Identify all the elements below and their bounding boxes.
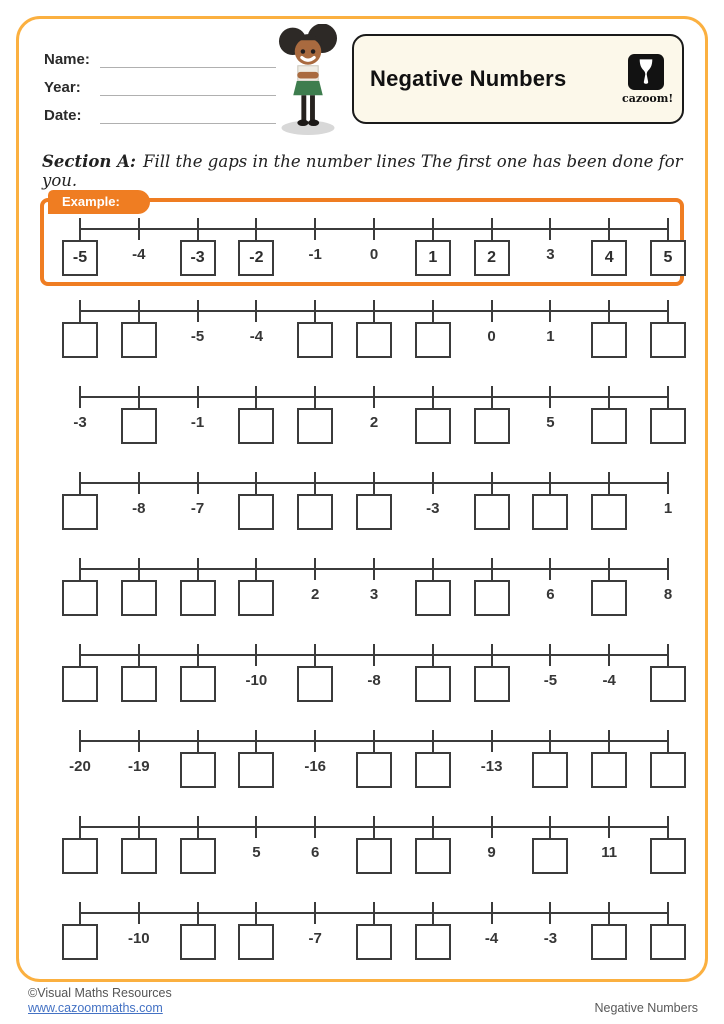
answer-box[interactable] bbox=[62, 322, 98, 358]
answer-box[interactable] bbox=[591, 408, 627, 444]
number-line-row bbox=[48, 804, 688, 882]
tick-mark bbox=[373, 644, 375, 666]
answer-box[interactable] bbox=[591, 752, 627, 788]
cazoom-logo bbox=[622, 54, 674, 105]
tick-mark bbox=[491, 730, 493, 752]
tick-mark bbox=[373, 386, 375, 408]
answer-box[interactable] bbox=[474, 408, 510, 444]
answer-box[interactable] bbox=[121, 322, 157, 358]
number-label: 3 bbox=[369, 586, 379, 603]
answer-box[interactable] bbox=[650, 838, 686, 874]
tick-mark bbox=[667, 644, 669, 666]
answer-box[interactable] bbox=[356, 494, 392, 530]
number-label: -1 bbox=[190, 414, 205, 431]
date-input-line[interactable] bbox=[100, 105, 276, 124]
tick-mark bbox=[432, 730, 434, 752]
answer-box[interactable] bbox=[121, 838, 157, 874]
answer-box[interactable] bbox=[121, 580, 157, 616]
tick-mark bbox=[667, 472, 669, 494]
answer-box[interactable] bbox=[415, 666, 451, 702]
tick-mark bbox=[138, 386, 140, 408]
tick-mark bbox=[79, 644, 81, 666]
answer-box[interactable] bbox=[238, 580, 274, 616]
tick-mark bbox=[314, 816, 316, 838]
tick-mark bbox=[491, 816, 493, 838]
year-field bbox=[44, 68, 276, 96]
tick-mark bbox=[373, 300, 375, 322]
number-label: -5 bbox=[190, 328, 205, 345]
example-number-line bbox=[48, 206, 688, 284]
answer-box[interactable] bbox=[591, 924, 627, 960]
number-line-row bbox=[48, 632, 688, 710]
tick-mark bbox=[138, 816, 140, 838]
tick-mark bbox=[491, 218, 493, 240]
section-instruction-text: Fill the gaps in the number lines The first one has been done for you. bbox=[42, 152, 683, 190]
answer-box[interactable] bbox=[356, 752, 392, 788]
number-label: -3 bbox=[73, 414, 87, 431]
number-label: -7 bbox=[190, 500, 205, 517]
number-line-row bbox=[48, 460, 688, 538]
tick-mark bbox=[373, 218, 375, 240]
tick-mark bbox=[197, 472, 199, 494]
example-answer-box: 4 bbox=[591, 240, 627, 276]
tick-mark bbox=[667, 218, 669, 240]
answer-box[interactable] bbox=[591, 494, 627, 530]
answer-box[interactable] bbox=[415, 838, 451, 874]
number-label: 1 bbox=[546, 328, 555, 345]
number-label: 0 bbox=[369, 246, 379, 263]
tick-mark bbox=[314, 730, 316, 752]
number-label: 0 bbox=[487, 328, 496, 345]
answer-box[interactable] bbox=[415, 322, 451, 358]
tick-mark bbox=[667, 300, 669, 322]
number-label: -13 bbox=[480, 758, 503, 775]
answer-box[interactable] bbox=[532, 838, 568, 874]
answer-box[interactable] bbox=[591, 580, 627, 616]
tick-mark bbox=[432, 816, 434, 838]
number-label: 11 bbox=[601, 844, 618, 861]
section-instruction bbox=[42, 152, 692, 190]
tick-mark bbox=[608, 816, 610, 838]
answer-box[interactable] bbox=[62, 924, 98, 960]
tick-mark bbox=[138, 300, 140, 322]
tick-mark bbox=[314, 300, 316, 322]
answer-box[interactable] bbox=[62, 494, 98, 530]
number-label: -5 bbox=[543, 672, 558, 689]
tick-mark bbox=[608, 558, 610, 580]
website-link[interactable]: www.cazoommaths.com bbox=[28, 1001, 163, 1015]
answer-box[interactable] bbox=[650, 408, 686, 444]
tick-mark bbox=[608, 300, 610, 322]
number-label: -16 bbox=[304, 758, 327, 775]
tick-mark bbox=[79, 386, 81, 408]
name-input-line[interactable] bbox=[100, 49, 276, 68]
number-label: 5 bbox=[546, 414, 555, 431]
number-label: -1 bbox=[308, 246, 322, 263]
number-label: -10 bbox=[245, 672, 268, 689]
answer-box[interactable] bbox=[356, 838, 392, 874]
student-info-fields bbox=[44, 40, 276, 124]
answer-box[interactable] bbox=[180, 580, 216, 616]
tick-mark bbox=[255, 558, 257, 580]
answer-box[interactable] bbox=[238, 752, 274, 788]
footer-worksheet-name: Negative Numbers bbox=[594, 1001, 698, 1015]
number-label: -4 bbox=[602, 672, 616, 689]
name-field bbox=[44, 40, 276, 68]
tick-mark bbox=[373, 902, 375, 924]
tick-mark bbox=[491, 472, 493, 494]
answer-box[interactable] bbox=[415, 408, 451, 444]
worksheet-title-box bbox=[352, 34, 684, 124]
tick-mark bbox=[549, 300, 551, 322]
answer-box[interactable] bbox=[297, 408, 333, 444]
tick-mark bbox=[549, 558, 551, 580]
answer-box[interactable] bbox=[238, 924, 274, 960]
tick-mark bbox=[608, 902, 610, 924]
answer-box[interactable] bbox=[180, 924, 216, 960]
number-label: 6 bbox=[546, 586, 555, 603]
tick-mark bbox=[138, 472, 140, 494]
tick-mark bbox=[608, 730, 610, 752]
answer-box[interactable] bbox=[62, 666, 98, 702]
number-line-row bbox=[48, 374, 688, 452]
answer-box[interactable] bbox=[474, 580, 510, 616]
number-label: -10 bbox=[127, 930, 150, 947]
answer-box[interactable] bbox=[650, 752, 686, 788]
tick-mark bbox=[608, 644, 610, 666]
answer-box[interactable] bbox=[297, 666, 333, 702]
number-line-row bbox=[48, 288, 688, 366]
tick-mark bbox=[79, 300, 81, 322]
tick-mark bbox=[373, 730, 375, 752]
tick-mark bbox=[255, 386, 257, 408]
number-label: -20 bbox=[69, 758, 91, 775]
tick-mark bbox=[255, 816, 257, 838]
tick-mark bbox=[667, 902, 669, 924]
example-answer-box: 1 bbox=[415, 240, 451, 276]
tick-mark bbox=[373, 558, 375, 580]
tick-mark bbox=[491, 558, 493, 580]
tick-mark bbox=[491, 300, 493, 322]
tick-mark bbox=[255, 730, 257, 752]
answer-box[interactable] bbox=[650, 666, 686, 702]
tick-mark bbox=[314, 472, 316, 494]
tick-mark bbox=[138, 558, 140, 580]
number-label: -4 bbox=[484, 930, 499, 947]
answer-box[interactable] bbox=[180, 666, 216, 702]
tick-mark bbox=[79, 902, 81, 924]
tick-mark bbox=[197, 218, 199, 240]
tick-mark bbox=[314, 902, 316, 924]
number-line-row bbox=[48, 718, 688, 796]
tick-mark bbox=[138, 730, 140, 752]
tick-mark bbox=[197, 300, 199, 322]
answer-box[interactable] bbox=[297, 494, 333, 530]
tick-mark bbox=[197, 816, 199, 838]
answer-box[interactable] bbox=[650, 322, 686, 358]
tick-mark bbox=[255, 472, 257, 494]
number-label: -7 bbox=[308, 930, 322, 947]
tick-mark bbox=[79, 472, 81, 494]
tick-mark bbox=[608, 472, 610, 494]
tick-mark bbox=[255, 644, 257, 666]
number-label: 5 bbox=[252, 844, 261, 861]
tick-mark bbox=[432, 902, 434, 924]
tick-mark bbox=[549, 218, 551, 240]
tick-mark bbox=[79, 558, 81, 580]
year-input-line[interactable] bbox=[100, 77, 276, 96]
answer-box[interactable] bbox=[532, 752, 568, 788]
tick-mark bbox=[549, 472, 551, 494]
worksheet-title: Negative Numbers bbox=[370, 66, 567, 91]
example-answer-box: -5 bbox=[62, 240, 98, 276]
number-label: 6 bbox=[311, 844, 320, 861]
number-label: -19 bbox=[127, 758, 150, 775]
answer-box[interactable] bbox=[180, 838, 216, 874]
example-answer-box: 5 bbox=[650, 240, 686, 276]
number-label: 2 bbox=[369, 414, 379, 431]
tick-mark bbox=[197, 386, 199, 408]
number-label: -8 bbox=[367, 672, 381, 689]
tick-mark bbox=[667, 558, 669, 580]
answer-box[interactable] bbox=[415, 752, 451, 788]
example-answer-box: -2 bbox=[238, 240, 274, 276]
tick-mark bbox=[667, 730, 669, 752]
tick-mark bbox=[197, 902, 199, 924]
date-label: Date: bbox=[44, 107, 82, 124]
tick-mark bbox=[432, 300, 434, 322]
tick-mark bbox=[255, 218, 257, 240]
example-answer-box: 2 bbox=[474, 240, 510, 276]
footer-credits bbox=[28, 986, 172, 1016]
answer-box[interactable] bbox=[474, 666, 510, 702]
tick-mark bbox=[667, 386, 669, 408]
answer-box[interactable] bbox=[62, 580, 98, 616]
number-label: -4 bbox=[249, 328, 264, 345]
tick-mark bbox=[314, 218, 316, 240]
student-character-illustration bbox=[270, 24, 346, 136]
tick-mark bbox=[197, 730, 199, 752]
number-label: -4 bbox=[132, 246, 146, 263]
answer-box[interactable] bbox=[474, 494, 510, 530]
answer-box[interactable] bbox=[591, 322, 627, 358]
tick-mark bbox=[79, 816, 81, 838]
cazoom-logo-text: cazoom! bbox=[622, 91, 674, 105]
tick-mark bbox=[549, 386, 551, 408]
tick-mark bbox=[373, 472, 375, 494]
answer-box[interactable] bbox=[415, 924, 451, 960]
answer-box[interactable] bbox=[180, 752, 216, 788]
number-line-row bbox=[48, 546, 688, 624]
tick-mark bbox=[138, 218, 140, 240]
year-label: Year: bbox=[44, 79, 81, 96]
tick-mark bbox=[549, 816, 551, 838]
answer-box[interactable] bbox=[532, 494, 568, 530]
cazoom-logo-icon bbox=[628, 54, 664, 90]
number-label: -3 bbox=[543, 930, 558, 947]
name-label: Name: bbox=[44, 51, 90, 68]
tick-mark bbox=[432, 386, 434, 408]
number-label: -3 bbox=[426, 500, 440, 517]
date-field bbox=[44, 96, 276, 124]
answer-box[interactable] bbox=[356, 924, 392, 960]
example-box bbox=[40, 194, 684, 286]
tick-mark bbox=[79, 730, 81, 752]
tick-mark bbox=[491, 386, 493, 408]
answer-box[interactable] bbox=[121, 408, 157, 444]
tick-mark bbox=[314, 558, 316, 580]
number-lines-section bbox=[48, 288, 688, 976]
answer-box[interactable] bbox=[415, 580, 451, 616]
tick-mark bbox=[314, 644, 316, 666]
tick-mark bbox=[608, 218, 610, 240]
answer-box[interactable] bbox=[62, 838, 98, 874]
tick-mark bbox=[432, 558, 434, 580]
number-label: 9 bbox=[487, 844, 496, 861]
tick-mark bbox=[373, 816, 375, 838]
tick-mark bbox=[197, 558, 199, 580]
number-line-row bbox=[48, 890, 688, 968]
answer-box[interactable] bbox=[356, 322, 392, 358]
number-label: 1 bbox=[663, 500, 673, 517]
example-tab: Example: bbox=[48, 190, 150, 214]
tick-mark bbox=[608, 386, 610, 408]
tick-mark bbox=[549, 730, 551, 752]
tick-mark bbox=[491, 902, 493, 924]
tick-mark bbox=[79, 218, 81, 240]
number-label: 8 bbox=[663, 586, 673, 603]
number-label: -8 bbox=[132, 500, 146, 517]
section-label: Section A: bbox=[42, 152, 136, 171]
answer-box[interactable] bbox=[121, 666, 157, 702]
tick-mark bbox=[432, 644, 434, 666]
tick-mark bbox=[667, 816, 669, 838]
tick-mark bbox=[255, 902, 257, 924]
copyright-text: ©Visual Maths Resources bbox=[28, 986, 172, 1000]
tick-mark bbox=[314, 386, 316, 408]
tick-mark bbox=[255, 300, 257, 322]
tick-mark bbox=[432, 218, 434, 240]
tick-mark bbox=[197, 644, 199, 666]
number-label: 2 bbox=[311, 586, 320, 603]
answer-box[interactable] bbox=[650, 924, 686, 960]
tick-mark bbox=[491, 644, 493, 666]
tick-mark bbox=[549, 902, 551, 924]
answer-box[interactable] bbox=[238, 494, 274, 530]
answer-box[interactable] bbox=[238, 408, 274, 444]
tick-mark bbox=[138, 644, 140, 666]
answer-box[interactable] bbox=[297, 322, 333, 358]
example-answer-box: -3 bbox=[180, 240, 216, 276]
tick-mark bbox=[432, 472, 434, 494]
number-label: 3 bbox=[546, 246, 555, 263]
tick-mark bbox=[549, 644, 551, 666]
tick-mark bbox=[138, 902, 140, 924]
